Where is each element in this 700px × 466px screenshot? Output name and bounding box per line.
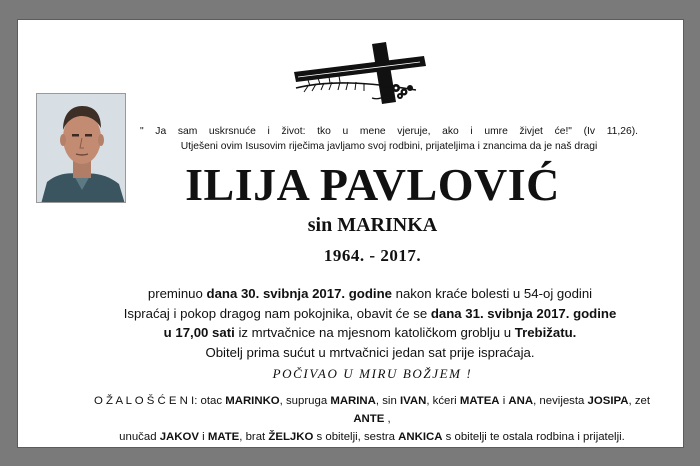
text-span: iz mrtvačnice na mjesnom katoličkom groblju u: [234, 325, 515, 340]
text-span: , kćeri: [426, 395, 460, 407]
mourner-name: MARINA: [330, 395, 376, 407]
text-span: s obitelji te ostala rodbina i prijatelji.: [442, 431, 625, 443]
mourners-line-2: [82, 428, 662, 446]
text-span: , sin: [375, 395, 400, 407]
mourner-name: ANTE: [353, 413, 385, 425]
mourner-name: ŽELJKO: [268, 431, 314, 443]
text-span: otac: [197, 395, 226, 407]
portrait-image: [37, 94, 126, 203]
mourner-name: ANA: [508, 395, 534, 407]
mourners-line-1: [82, 392, 662, 428]
funeral-date: dana 31. svibnja 2017. godine: [430, 305, 617, 321]
funeral-place: Trebižatu.: [514, 325, 577, 340]
text-span: , nevijesta: [533, 395, 588, 407]
mourner-name: JOSIPA: [587, 395, 629, 407]
portrait-photo: [36, 93, 126, 203]
text-span: nakon kraće bolesti u 54-oj godini: [391, 286, 593, 301]
funeral-time: u 17,00 sati: [163, 325, 235, 340]
text-span: , supruga: [279, 395, 331, 407]
deceased-name: ILIJA PAVLOVIĆ: [185, 159, 560, 210]
mourner-name: MATEA: [459, 395, 500, 407]
text-span: , zet: [628, 395, 651, 407]
mourners-label: O Ž A L O Š Ć E N I:: [93, 395, 198, 407]
text-span: s obitelji, sestra: [313, 431, 399, 443]
text-span: unučad: [119, 431, 160, 443]
condolence-line: Obitelj prima sućut u mrtvačnici jedan sat prije ispraćaja.: [205, 344, 535, 360]
rip-line: POČIVAO U MIRU BOŽJEM !: [272, 366, 473, 381]
funeral-time-line: [90, 323, 650, 343]
text-span: i: [499, 395, 509, 407]
text-span: preminuo: [147, 286, 207, 301]
mourners-list: [82, 392, 662, 446]
quote-line: " Ja sam uskrsnuće i život: tko u mene vjeruje, ako i umre živjet će!" (Iv 11,26).: [140, 126, 638, 137]
life-years: 1964. - 2017.: [323, 246, 422, 265]
text-span: i: [198, 431, 208, 443]
funeral-line: [90, 304, 650, 324]
father-name: sin MARINKA: [307, 214, 438, 236]
intro-line: Utješeni ovim Isusovim riječima javljamo svoj rodbini, prijateljima i znancima da je naš dragi: [180, 141, 598, 152]
mourner-name: MARINKO: [225, 395, 280, 407]
text-span: Ispraćaj i pokop dragog nam pokojnika, obavit će se: [123, 305, 431, 321]
bible-quote: [140, 124, 638, 154]
death-line: [90, 284, 650, 304]
mourner-name: ANKICA: [398, 431, 443, 443]
mourner-name: MATE: [207, 431, 240, 443]
death-date: dana 30. svibnja 2017. godine: [206, 286, 392, 301]
cross-with-palm-branch-icon: [288, 42, 430, 104]
text-span: ,: [384, 413, 391, 425]
mourner-name: IVAN: [399, 395, 427, 407]
text-span: , brat: [239, 431, 269, 443]
announcement-text: [90, 284, 650, 362]
mourner-name: JAKOV: [159, 431, 199, 443]
